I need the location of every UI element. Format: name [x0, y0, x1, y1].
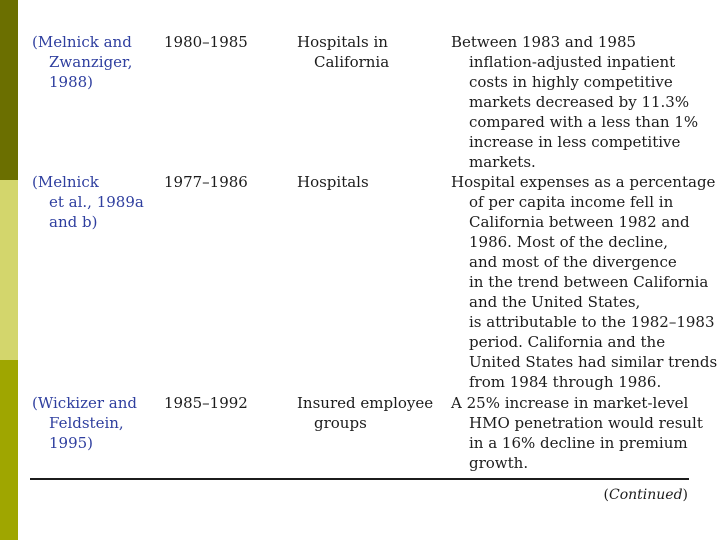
finding-line: from 1984 through 1986. [469, 373, 662, 391]
finding-line: 1986. Most of the decline, [469, 233, 669, 251]
decorative-band-middle [0, 180, 18, 360]
study-line: (Wickizer and [32, 394, 138, 412]
finding-line: Between 1983 and 1985 [451, 33, 637, 51]
study-citation[interactable] [32, 393, 152, 453]
finding-line: inflation-adjusted inpatient [469, 53, 676, 71]
finding-line: growth. [469, 454, 529, 472]
study-finding [451, 393, 713, 473]
study-citation[interactable] [32, 32, 152, 92]
table-bottom-rule [30, 478, 689, 480]
finding-line: and most of the divergence [469, 253, 677, 271]
setting-line: Hospitals [297, 173, 369, 191]
study-line: (Melnick and [32, 33, 132, 51]
decorative-band-bottom [0, 360, 18, 540]
study-setting [297, 172, 447, 192]
finding-line: United States had similar trends [469, 353, 718, 371]
finding-line: period. California and the [469, 333, 666, 351]
finding-line: of per capita income fell in [469, 193, 674, 211]
study-citation[interactable] [32, 172, 152, 232]
finding-line: Hospital expenses as a percentage [451, 173, 716, 191]
study-line: and b) [49, 213, 98, 231]
study-setting [297, 393, 447, 433]
study-years: 1985–1992 [164, 394, 248, 412]
setting-line: groups [314, 414, 367, 432]
setting-line: California [314, 53, 390, 71]
study-finding [451, 172, 718, 392]
finding-line: and the United States, [469, 293, 641, 311]
finding-line: HMO penetration would result [469, 414, 703, 432]
finding-line: in a 16% decline in premium [469, 434, 688, 452]
study-years: 1980–1985 [164, 33, 248, 51]
study-years: 1977–1986 [164, 173, 248, 191]
finding-line: increase in less competitive [469, 133, 681, 151]
finding-line: A 25% increase in market-level [451, 394, 689, 412]
finding-line: markets. [469, 153, 536, 171]
study-line: 1995) [49, 434, 94, 452]
continued-open-paren: ( [603, 487, 609, 503]
finding-line: is attributable to the 1982–1983 [469, 313, 715, 331]
continued-note [560, 485, 688, 505]
finding-line: compared with a less than 1% [469, 113, 699, 131]
study-line: et al., 1989a [49, 193, 144, 211]
study-finding [451, 32, 713, 172]
study-setting [297, 32, 447, 72]
finding-line: California between 1982 and [469, 213, 690, 231]
study-line: Feldstein, [49, 414, 124, 432]
setting-line: Hospitals in [297, 33, 388, 51]
study-line: Zwanziger, [49, 53, 133, 71]
continued-close-paren: ) [682, 487, 688, 503]
continued-label: Continued [608, 487, 683, 503]
finding-line: in the trend between California [469, 273, 709, 291]
finding-line: costs in highly competitive [469, 73, 673, 91]
finding-line: markets decreased by 11.3% [469, 93, 690, 111]
study-line: (Melnick [32, 173, 99, 191]
setting-line: Insured employee [297, 394, 434, 412]
decorative-band-top [0, 0, 18, 180]
study-line: 1988) [49, 73, 94, 91]
